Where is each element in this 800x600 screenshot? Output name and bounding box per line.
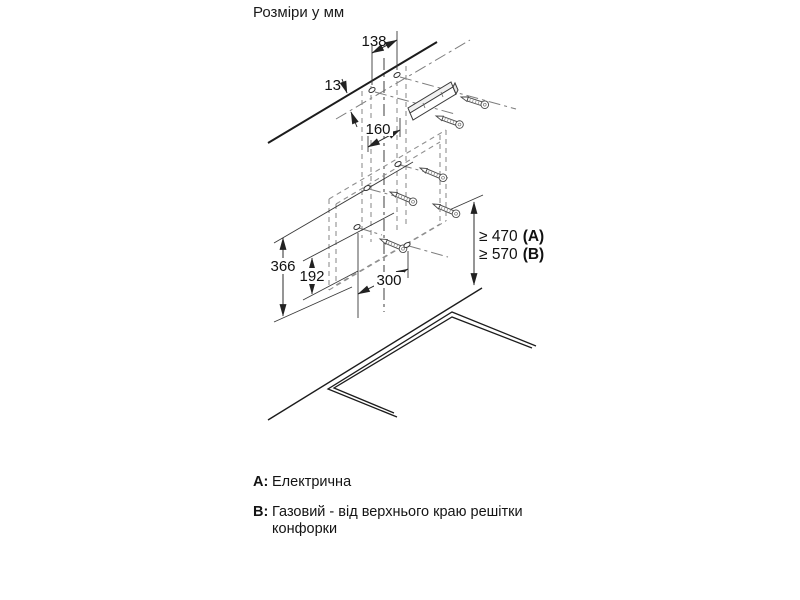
- clearance-electric-key: (A): [522, 228, 545, 245]
- page-title: Розміри у мм: [253, 4, 345, 21]
- screw-icon: [389, 189, 418, 207]
- legend-key-a: A:: [253, 474, 269, 490]
- mounting-hole: [368, 86, 376, 93]
- legend-text-b: Газовий - від верхнього краю решітки конфорки: [272, 504, 523, 537]
- screw-icon: [460, 93, 490, 109]
- hob-outline-inner: [334, 317, 532, 413]
- ceiling-line: [268, 42, 437, 143]
- dim-label-160: 160: [365, 121, 391, 138]
- dim-arrow-13-lower: [351, 112, 357, 127]
- dim-label-192: 192: [299, 268, 325, 285]
- legend-item-b: [253, 504, 528, 538]
- dim-label-clearance-electric: [479, 228, 544, 245]
- mounting-hole: [393, 71, 401, 78]
- mounting-hole: [403, 241, 411, 248]
- clearance-gas-value: ≥ 570: [479, 246, 518, 263]
- mounting-template-dashed: [329, 130, 446, 290]
- guide-centerlines: [336, 40, 516, 312]
- worktop-wall-line: [268, 288, 482, 420]
- mounting-hole: [353, 223, 361, 230]
- screws: [379, 93, 490, 253]
- dim-arrow-13-upper: [342, 79, 347, 93]
- legend: [253, 474, 528, 538]
- dim-label-138: 138: [361, 33, 387, 50]
- screw-icon: [435, 112, 465, 129]
- dim-label-13: 13: [324, 77, 341, 94]
- screw-icon: [419, 165, 448, 183]
- dim-label-366: 366: [270, 258, 296, 275]
- dim-label-clearance-gas: [479, 246, 544, 263]
- legend-item-a: [253, 474, 528, 491]
- mounting-hole: [394, 160, 402, 167]
- clearance-gas-key: (B): [522, 246, 545, 263]
- clearance-electric-value: ≥ 470: [479, 228, 518, 245]
- mounting-hole: [363, 184, 371, 191]
- legend-key-b: B:: [253, 504, 269, 520]
- dim-label-300: 300: [376, 272, 402, 289]
- legend-text-a: Електрична: [272, 474, 352, 490]
- wall-bracket: [408, 82, 458, 120]
